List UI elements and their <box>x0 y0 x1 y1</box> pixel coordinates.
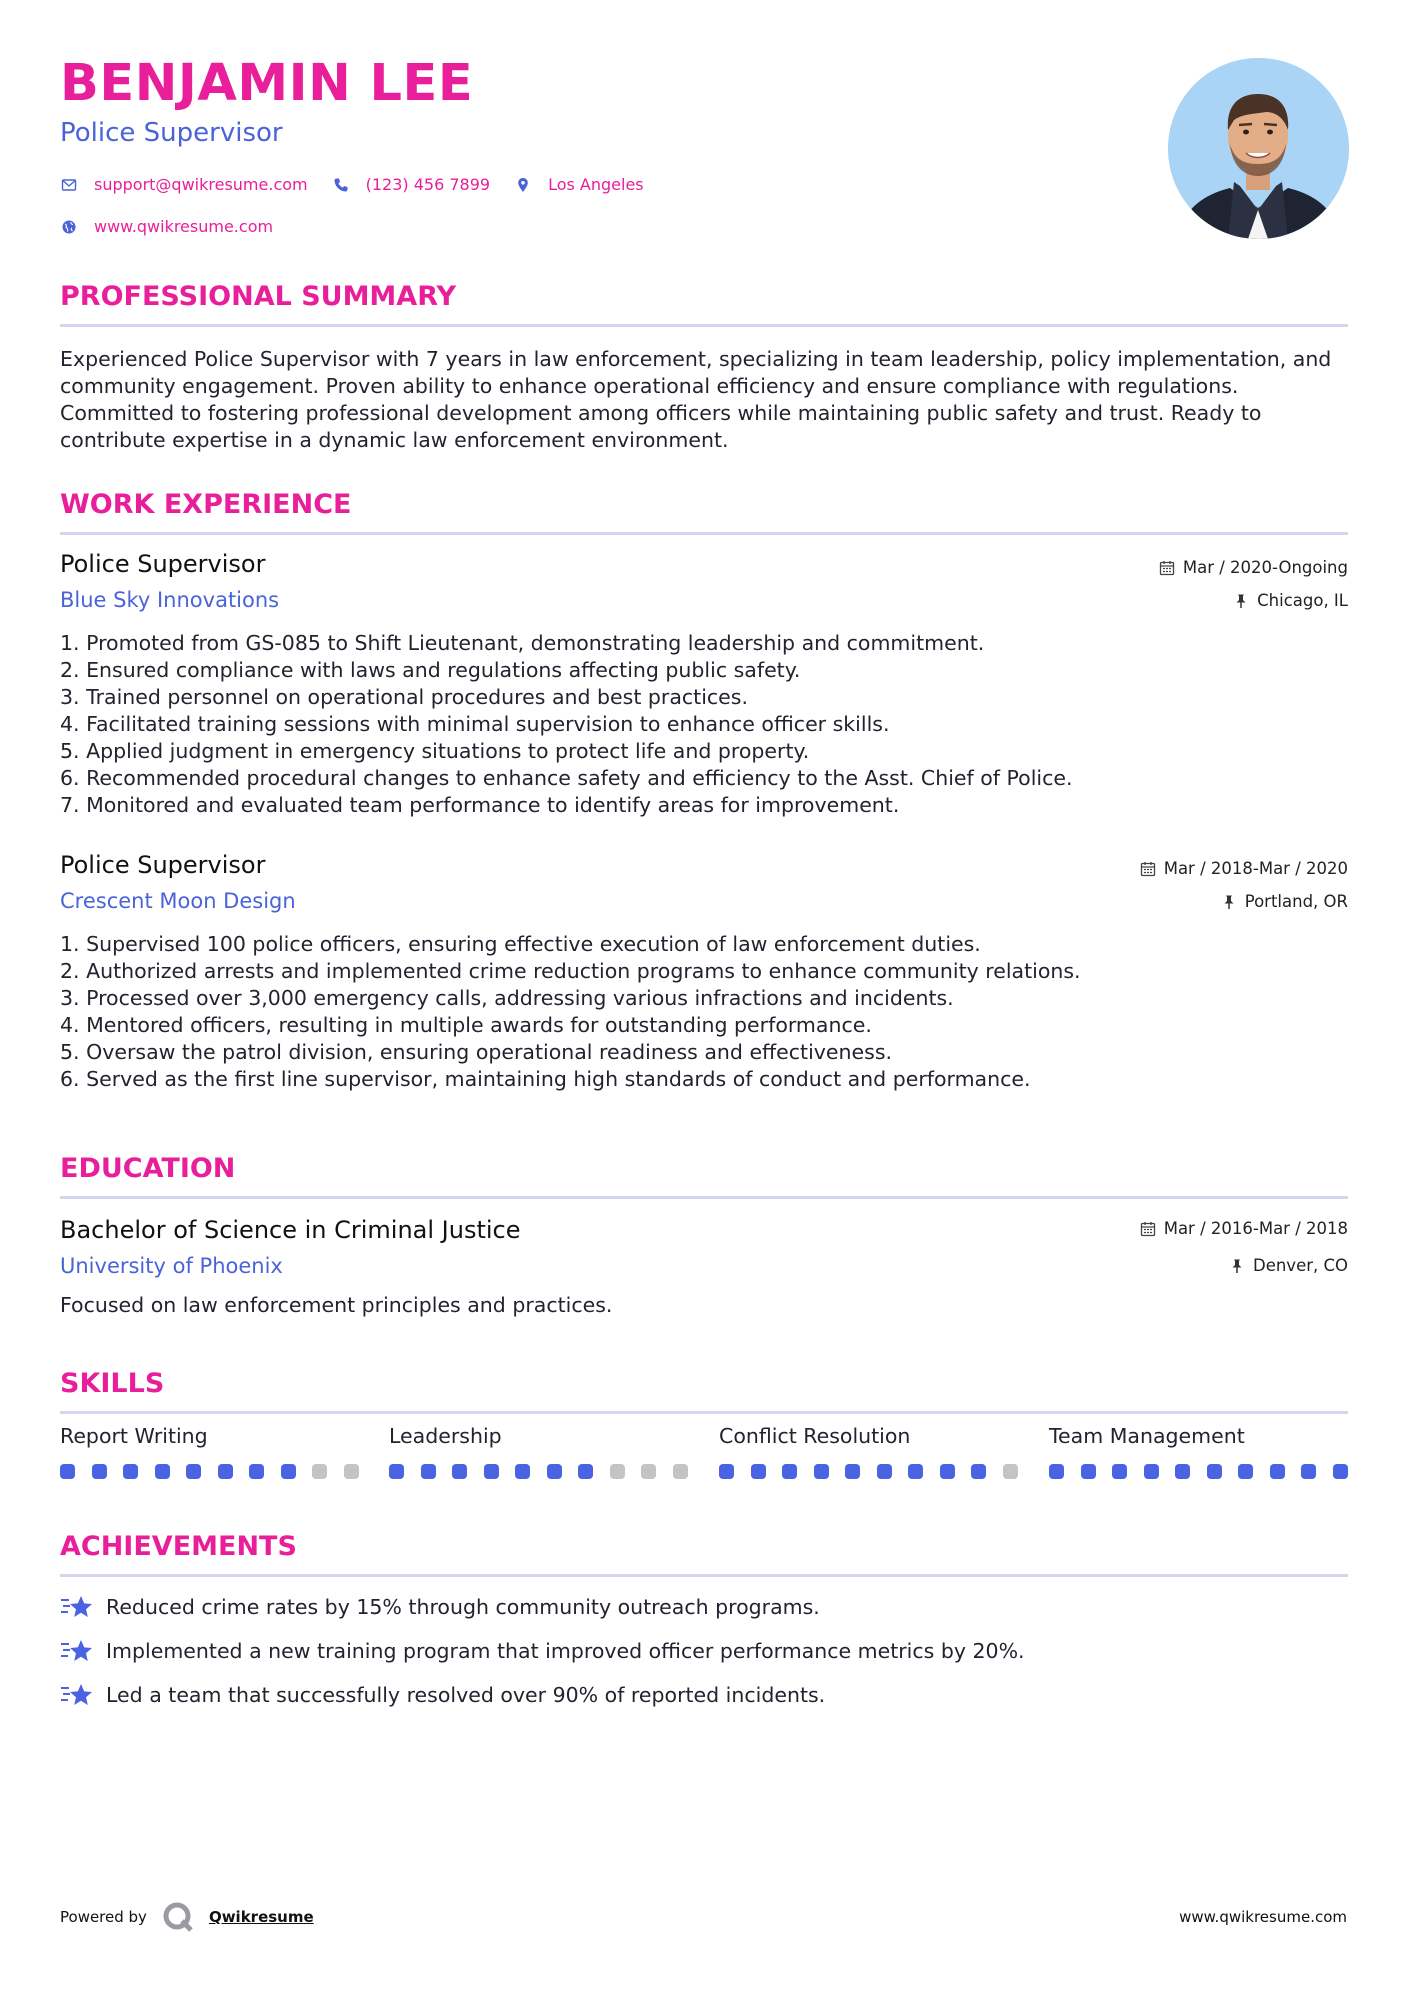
education-heading: EDUCATION <box>60 1153 236 1184</box>
map-pin-icon <box>514 176 532 194</box>
job-bullet: 2. Ensured compliance with laws and regulations affecting public safety. <box>60 658 801 682</box>
powered-by-text: Powered by <box>60 1908 147 1926</box>
education-dates <box>1140 1221 1348 1238</box>
job-entry <box>60 552 1348 822</box>
contact-website[interactable] <box>60 217 273 236</box>
job-bullet: 2. Authorized arrests and implemented crime reduction programs to enhance community relations. <box>60 959 1081 983</box>
skill-dot <box>610 1464 625 1479</box>
skill-dot <box>515 1464 530 1479</box>
achievement-text: Reduced crime rates by 15% through community outreach programs. <box>106 1595 820 1619</box>
education-description: Focused on law enforcement principles and practices. <box>60 1293 613 1317</box>
pushpin-icon <box>1233 593 1249 609</box>
achievement-text: Led a team that successfully resolved over 90% of reported incidents. <box>106 1683 826 1707</box>
skills-section <box>60 1370 1348 1414</box>
job-bullet: 1. Promoted from GS-085 to Shift Lieutenant, demonstrating leadership and commitment. <box>60 631 985 655</box>
skill-item <box>1049 1426 1349 1447</box>
skill-dot <box>877 1464 892 1479</box>
skill-dot <box>814 1464 829 1479</box>
job-bullet: 4. Facilitated training sessions with minimal supervision to enhance officer skills. <box>60 712 890 736</box>
skill-dot <box>782 1464 797 1479</box>
job-location-text: Portland, OR <box>1244 892 1348 911</box>
skill-dot <box>1270 1464 1285 1479</box>
job-entry <box>60 853 1348 1103</box>
skill-dot <box>123 1464 138 1479</box>
summary-heading: PROFESSIONAL SUMMARY <box>60 281 457 312</box>
skill-dot <box>1144 1464 1159 1479</box>
globe-icon <box>60 218 78 236</box>
school-name: University of Phoenix <box>60 1254 283 1278</box>
calendar-icon <box>1140 1221 1156 1237</box>
skill-dot <box>673 1464 688 1479</box>
job-dates <box>1159 560 1348 577</box>
achievements-heading: ACHIEVEMENTS <box>60 1531 297 1562</box>
summary-line: Committed to fostering professional development among officers while maintaining public safety and trust. Ready to <box>60 401 1262 425</box>
achievement-item <box>60 1681 825 1709</box>
education-location <box>1229 1258 1348 1275</box>
star-icon <box>60 1681 94 1709</box>
job-bullet: 4. Mentored officers, resulting in multiple awards for outstanding performance. <box>60 1013 872 1037</box>
skill-dot <box>1112 1464 1127 1479</box>
job-location-text: Chicago, IL <box>1257 591 1348 610</box>
skill-dot <box>547 1464 562 1479</box>
job-bullet: 6. Served as the first line supervisor, maintaining high standards of conduct and performance. <box>60 1067 1031 1091</box>
footer-branding <box>60 1900 314 1934</box>
skill-dot <box>312 1464 327 1479</box>
achievement-item <box>60 1593 820 1621</box>
pushpin-icon <box>1221 894 1237 910</box>
skill-dot <box>719 1464 734 1479</box>
job-bullet: 1. Supervised 100 police officers, ensuring effective execution of law enforcement duties. <box>60 932 981 956</box>
skill-dot <box>421 1464 436 1479</box>
achievement-text: Implemented a new training program that improved officer performance metrics by 20%. <box>106 1639 1025 1663</box>
skill-dot <box>1301 1464 1316 1479</box>
job-title: Police Supervisor <box>60 550 266 578</box>
skill-dot <box>484 1464 499 1479</box>
education-entry <box>60 1218 1348 1318</box>
skill-dot <box>908 1464 923 1479</box>
skill-name: Leadership <box>389 1424 502 1448</box>
profile-photo <box>1168 58 1349 239</box>
skill-name: Conflict Resolution <box>719 1424 911 1448</box>
summary-text <box>60 346 1348 454</box>
job-title: Police Supervisor <box>60 851 266 879</box>
summary-line: contribute expertise in a dynamic law enforcement environment. <box>60 428 729 452</box>
phone-icon <box>332 176 350 194</box>
skills-heading: SKILLS <box>60 1368 165 1399</box>
skill-item <box>389 1426 689 1447</box>
job-dates <box>1140 861 1348 878</box>
candidate-name: BENJAMIN LEE <box>60 54 474 113</box>
phone-text: (123) 456 7899 <box>365 175 491 194</box>
skill-dot <box>1238 1464 1253 1479</box>
skill-rating <box>389 1464 704 1479</box>
skill-item <box>719 1426 1019 1447</box>
education-location-text: Denver, CO <box>1252 1256 1348 1275</box>
achievement-item <box>60 1637 1025 1665</box>
contact-row-primary <box>60 175 668 194</box>
job-bullet: 3. Trained personnel on operational procedures and best practices. <box>60 685 748 709</box>
star-icon <box>60 1593 94 1621</box>
skill-dot <box>845 1464 860 1479</box>
skill-dot <box>155 1464 170 1479</box>
job-location <box>1233 593 1348 610</box>
email-text: support@qwikresume.com <box>94 175 308 194</box>
contact-email[interactable] <box>60 175 308 194</box>
skill-name: Report Writing <box>60 1424 208 1448</box>
skill-dot <box>751 1464 766 1479</box>
job-bullet: 3. Processed over 3,000 emergency calls, addressing various infractions and incidents. <box>60 986 954 1010</box>
skill-rating <box>719 1464 1034 1479</box>
experience-heading: WORK EXPERIENCE <box>60 489 352 520</box>
summary-line: community engagement. Proven ability to enhance operational efficiency and ensure compliance with regulations. <box>60 374 1239 398</box>
contact-row-secondary <box>60 217 297 236</box>
education-dates-text: Mar / 2016-Mar / 2018 <box>1163 1219 1348 1238</box>
skill-dot <box>1333 1464 1348 1479</box>
degree-title: Bachelor of Science in Criminal Justice <box>60 1216 521 1244</box>
section-divider <box>60 324 1348 327</box>
skill-dot <box>1081 1464 1096 1479</box>
summary-section <box>60 283 1348 454</box>
qwikresume-logo-icon <box>161 1900 195 1934</box>
job-dates-text: Mar / 2020-Ongoing <box>1182 558 1348 577</box>
footer-url[interactable]: www.qwikresume.com <box>1179 1908 1347 1926</box>
job-bullet: 7. Monitored and evaluated team performance to identify areas for improvement. <box>60 793 900 817</box>
skill-dot <box>389 1464 404 1479</box>
envelope-icon <box>60 176 78 194</box>
experience-section <box>60 491 1348 535</box>
job-company: Crescent Moon Design <box>60 889 296 913</box>
job-bullet: 6. Recommended procedural changes to enhance safety and efficiency to the Asst. Chief of Police. <box>60 766 1073 790</box>
section-divider <box>60 1574 1348 1577</box>
skill-rating <box>60 1464 375 1479</box>
job-location <box>1221 894 1348 911</box>
skill-dot <box>1207 1464 1222 1479</box>
skill-dot <box>971 1464 986 1479</box>
job-company: Blue Sky Innovations <box>60 588 280 612</box>
skill-name: Team Management <box>1049 1424 1245 1448</box>
job-bullet: 5. Oversaw the patrol division, ensuring operational readiness and effectiveness. <box>60 1040 893 1064</box>
calendar-icon <box>1159 560 1175 576</box>
contact-location <box>514 175 644 194</box>
skill-dot <box>281 1464 296 1479</box>
skill-dot <box>218 1464 233 1479</box>
skill-dot <box>1003 1464 1018 1479</box>
skill-dot <box>1049 1464 1064 1479</box>
skill-rating <box>1049 1464 1364 1479</box>
skill-dot <box>641 1464 656 1479</box>
skill-dot <box>60 1464 75 1479</box>
skill-dot <box>940 1464 955 1479</box>
skill-dot <box>249 1464 264 1479</box>
skill-dot <box>1175 1464 1190 1479</box>
skill-dot <box>452 1464 467 1479</box>
skill-dot <box>92 1464 107 1479</box>
skill-dot <box>578 1464 593 1479</box>
section-divider <box>60 1411 1348 1414</box>
job-bullets <box>60 931 1081 1093</box>
achievements-section <box>60 1533 1348 1577</box>
contact-phone[interactable] <box>332 175 490 194</box>
education-section <box>60 1155 1348 1199</box>
section-divider <box>60 1196 1348 1199</box>
skills-grid <box>60 1426 1348 1486</box>
star-icon <box>60 1637 94 1665</box>
candidate-role: Police Supervisor <box>60 118 283 148</box>
job-dates-text: Mar / 2018-Mar / 2020 <box>1163 859 1348 878</box>
summary-line: Experienced Police Supervisor with 7 years in law enforcement, specializing in team leadership, policy implementation, and <box>60 347 1332 371</box>
skill-item <box>60 1426 360 1447</box>
pushpin-icon <box>1229 1258 1245 1274</box>
skill-dot <box>344 1464 359 1479</box>
brand-link[interactable]: Qwikresume <box>208 1908 314 1926</box>
job-bullet: 5. Applied judgment in emergency situations to protect life and property. <box>60 739 810 763</box>
website-text: www.qwikresume.com <box>94 217 274 236</box>
location-text: Los Angeles <box>548 175 644 194</box>
calendar-icon <box>1140 861 1156 877</box>
skill-dot <box>186 1464 201 1479</box>
section-divider <box>60 532 1348 535</box>
job-bullets <box>60 630 1073 819</box>
